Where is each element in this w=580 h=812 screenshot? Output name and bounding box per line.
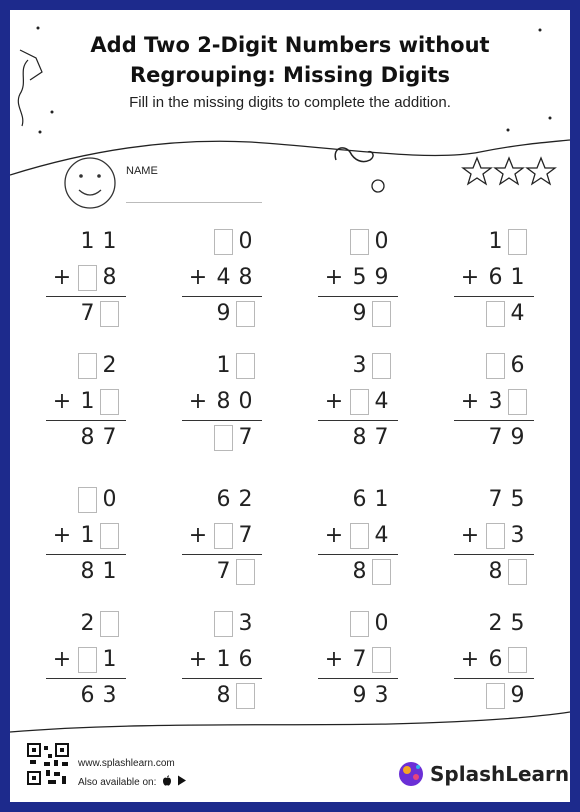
available-on-text xyxy=(78,775,187,788)
star-dot xyxy=(507,129,510,132)
sum-row xyxy=(312,558,396,586)
footer-wave-line xyxy=(10,712,570,732)
addend-top xyxy=(40,610,124,638)
wave-line xyxy=(10,140,570,175)
sum-line xyxy=(46,420,126,421)
digit: 7 xyxy=(374,425,389,450)
addend-top xyxy=(176,486,260,514)
addend-bottom xyxy=(176,264,260,292)
addend-top xyxy=(448,486,532,514)
worksheet-title xyxy=(10,30,570,90)
star-rating-icon xyxy=(527,158,555,184)
smiley-eye-icon xyxy=(79,174,83,178)
addend-top xyxy=(40,228,124,256)
digit: 8 xyxy=(238,265,253,290)
addend-bottom xyxy=(312,388,396,416)
missing-digit-box[interactable] xyxy=(214,523,233,549)
addend-bottom xyxy=(448,264,532,292)
addend-top xyxy=(312,228,396,256)
sum-line xyxy=(182,296,262,297)
sum-line xyxy=(182,554,262,555)
digit: 1 xyxy=(488,229,503,254)
missing-digit-box[interactable] xyxy=(78,353,97,379)
plus-sign: + xyxy=(460,647,480,672)
addition-problem xyxy=(176,610,260,706)
digit: 4 xyxy=(374,389,389,414)
star-dot xyxy=(549,117,552,120)
sum-line xyxy=(318,420,398,421)
digit: 3 xyxy=(510,523,525,548)
sum-row xyxy=(40,300,124,328)
plus-sign: + xyxy=(188,265,208,290)
digit: 3 xyxy=(102,683,117,708)
digit: 6 xyxy=(238,647,253,672)
addition-problem xyxy=(312,352,396,448)
addend-top xyxy=(176,352,260,380)
star-dot xyxy=(39,131,42,134)
plus-sign: + xyxy=(52,523,72,548)
sum-line xyxy=(454,296,534,297)
missing-digit-box[interactable] xyxy=(350,611,369,637)
digit: 6 xyxy=(80,683,95,708)
title-line: Regrouping: Missing Digits xyxy=(129,63,451,87)
name-label: NAME xyxy=(126,165,158,177)
sum-row xyxy=(448,424,532,452)
addend-bottom xyxy=(176,646,260,674)
addend-bottom xyxy=(176,522,260,550)
addition-problem xyxy=(448,228,532,324)
addend-top xyxy=(40,486,124,514)
missing-digit-box[interactable] xyxy=(236,353,255,379)
missing-digit-box[interactable] xyxy=(78,265,97,291)
sum-row xyxy=(312,424,396,452)
name-input-line[interactable] xyxy=(126,202,262,203)
digit: 6 xyxy=(510,353,525,378)
digit: 5 xyxy=(352,265,367,290)
missing-digit-box[interactable] xyxy=(372,353,391,379)
digit: 1 xyxy=(216,353,231,378)
missing-digit-box[interactable] xyxy=(486,523,505,549)
sum-line xyxy=(454,678,534,679)
digit: 0 xyxy=(238,229,253,254)
digit: 0 xyxy=(374,611,389,636)
digit: 7 xyxy=(488,425,503,450)
sum-row xyxy=(312,682,396,710)
digit: 7 xyxy=(238,523,253,548)
addition-problem xyxy=(176,228,260,324)
plus-sign: + xyxy=(188,523,208,548)
sum-line xyxy=(46,678,126,679)
website-link[interactable]: www.splashlearn.com xyxy=(78,758,175,769)
digit: 8 xyxy=(80,559,95,584)
star-rating-icon xyxy=(495,158,523,184)
addition-problem xyxy=(312,486,396,582)
digit: 9 xyxy=(352,301,367,326)
digit: 3 xyxy=(488,389,503,414)
small-planet-icon xyxy=(372,180,384,192)
addend-top xyxy=(312,486,396,514)
digit: 1 xyxy=(216,647,231,672)
missing-digit-box[interactable] xyxy=(350,389,369,415)
missing-digit-box[interactable] xyxy=(236,559,255,585)
addend-bottom xyxy=(448,522,532,550)
addition-problem xyxy=(40,610,124,706)
missing-digit-box[interactable] xyxy=(100,611,119,637)
sum-row xyxy=(448,682,532,710)
missing-digit-box[interactable] xyxy=(100,389,119,415)
digit: 3 xyxy=(374,683,389,708)
addend-top xyxy=(312,610,396,638)
digit: 7 xyxy=(238,425,253,450)
addend-bottom xyxy=(40,646,124,674)
splashlearn-logo-icon xyxy=(396,758,426,788)
digit: 0 xyxy=(102,487,117,512)
plus-sign: + xyxy=(324,389,344,414)
addend-top xyxy=(448,228,532,256)
missing-digit-box[interactable] xyxy=(236,683,255,709)
play-store-icon[interactable] xyxy=(177,775,187,786)
digit: 7 xyxy=(216,559,231,584)
sum-row xyxy=(40,424,124,452)
digit: 6 xyxy=(352,487,367,512)
digit: 8 xyxy=(352,559,367,584)
addend-bottom xyxy=(448,388,532,416)
digit: 8 xyxy=(488,559,503,584)
missing-digit-box[interactable] xyxy=(214,611,233,637)
digit: 9 xyxy=(352,683,367,708)
plus-sign: + xyxy=(52,389,72,414)
digit: 1 xyxy=(510,265,525,290)
missing-digit-box[interactable] xyxy=(508,389,527,415)
digit: 1 xyxy=(102,647,117,672)
sum-row xyxy=(448,558,532,586)
instructions-text: Fill in the missing digits to complete the addition. xyxy=(129,94,451,111)
sum-row xyxy=(176,300,260,328)
digit: 7 xyxy=(352,647,367,672)
digit: 1 xyxy=(80,229,95,254)
addition-problem xyxy=(448,352,532,448)
sum-line xyxy=(182,420,262,421)
title-line: Add Two 2-Digit Numbers without xyxy=(90,33,490,57)
sum-row xyxy=(312,300,396,328)
missing-digit-box[interactable] xyxy=(508,647,527,673)
digit: 1 xyxy=(80,523,95,548)
missing-digit-box[interactable] xyxy=(236,301,255,327)
addend-top xyxy=(312,352,396,380)
digit: 2 xyxy=(80,611,95,636)
digit: 2 xyxy=(238,487,253,512)
addend-top xyxy=(448,352,532,380)
sum-line xyxy=(46,296,126,297)
plus-sign: + xyxy=(460,523,480,548)
missing-digit-box[interactable] xyxy=(508,559,527,585)
digit: 1 xyxy=(102,229,117,254)
missing-digit-box[interactable] xyxy=(486,301,505,327)
addend-top xyxy=(448,610,532,638)
missing-digit-box[interactable] xyxy=(78,487,97,513)
digit: 0 xyxy=(374,229,389,254)
digit: 9 xyxy=(510,683,525,708)
addition-problem xyxy=(40,228,124,324)
sum-line xyxy=(46,554,126,555)
qr-code-icon xyxy=(26,742,70,786)
sum-row xyxy=(176,424,260,452)
sum-row xyxy=(176,682,260,710)
addition-problem xyxy=(312,610,396,706)
sum-line xyxy=(318,554,398,555)
addend-bottom xyxy=(40,522,124,550)
addend-bottom xyxy=(40,264,124,292)
missing-digit-box[interactable] xyxy=(78,647,97,673)
sum-row xyxy=(40,558,124,586)
sum-row xyxy=(40,682,124,710)
star-rating-icon xyxy=(463,158,491,184)
digit: 4 xyxy=(374,523,389,548)
addend-bottom xyxy=(448,646,532,674)
missing-digit-box[interactable] xyxy=(372,647,391,673)
addend-bottom xyxy=(312,522,396,550)
digit: 5 xyxy=(510,487,525,512)
missing-digit-box[interactable] xyxy=(350,229,369,255)
digit: 9 xyxy=(374,265,389,290)
digit: 2 xyxy=(488,611,503,636)
digit: 6 xyxy=(488,265,503,290)
sum-row xyxy=(176,558,260,586)
digit: 1 xyxy=(102,559,117,584)
missing-digit-box[interactable] xyxy=(372,559,391,585)
missing-digit-box[interactable] xyxy=(486,683,505,709)
plus-sign: + xyxy=(324,647,344,672)
addition-problem xyxy=(176,352,260,448)
addend-top xyxy=(40,352,124,380)
addition-problem xyxy=(40,486,124,582)
addend-bottom xyxy=(312,646,396,674)
missing-digit-box[interactable] xyxy=(350,523,369,549)
digit: 1 xyxy=(80,389,95,414)
digit: 7 xyxy=(488,487,503,512)
worksheet-page xyxy=(10,10,570,802)
digit: 0 xyxy=(238,389,253,414)
digit: 3 xyxy=(238,611,253,636)
addition-problem xyxy=(176,486,260,582)
digit: 8 xyxy=(216,683,231,708)
plus-sign: + xyxy=(460,265,480,290)
missing-digit-box[interactable] xyxy=(100,301,119,327)
missing-digit-box[interactable] xyxy=(214,229,233,255)
addition-problem xyxy=(448,610,532,706)
digit: 7 xyxy=(102,425,117,450)
addition-problem xyxy=(448,486,532,582)
sum-line xyxy=(182,678,262,679)
brand-name: SplashLearn xyxy=(430,762,570,786)
missing-digit-box[interactable] xyxy=(372,301,391,327)
apple-store-icon[interactable] xyxy=(162,775,172,786)
digit: 9 xyxy=(510,425,525,450)
smiley-eye-icon xyxy=(97,174,101,178)
plus-sign: + xyxy=(188,647,208,672)
digit: 4 xyxy=(216,265,231,290)
plus-sign: + xyxy=(460,389,480,414)
missing-digit-box[interactable] xyxy=(100,523,119,549)
digit: 2 xyxy=(102,353,117,378)
digit: 8 xyxy=(102,265,117,290)
addend-top xyxy=(176,610,260,638)
digit: 7 xyxy=(80,301,95,326)
smiley-face-icon xyxy=(65,158,115,208)
digit: 5 xyxy=(510,611,525,636)
addition-problem xyxy=(40,352,124,448)
missing-digit-box[interactable] xyxy=(486,353,505,379)
sum-line xyxy=(318,296,398,297)
plus-sign: + xyxy=(188,389,208,414)
digit: 6 xyxy=(216,487,231,512)
addend-bottom xyxy=(40,388,124,416)
sum-line xyxy=(454,420,534,421)
plus-sign: + xyxy=(324,523,344,548)
smiley-mouth-icon xyxy=(79,190,101,195)
digit: 8 xyxy=(352,425,367,450)
missing-digit-box[interactable] xyxy=(508,229,527,255)
addend-top xyxy=(176,228,260,256)
addend-bottom xyxy=(176,388,260,416)
digit: 8 xyxy=(80,425,95,450)
plus-sign: + xyxy=(324,265,344,290)
available-label: Also available on: xyxy=(78,777,157,788)
digit: 6 xyxy=(488,647,503,672)
plus-sign: + xyxy=(52,647,72,672)
sum-line xyxy=(318,678,398,679)
digit: 8 xyxy=(216,389,231,414)
digit: 3 xyxy=(352,353,367,378)
missing-digit-box[interactable] xyxy=(214,425,233,451)
digit: 1 xyxy=(374,487,389,512)
addend-bottom xyxy=(312,264,396,292)
digit: 9 xyxy=(216,301,231,326)
addition-problem xyxy=(312,228,396,324)
sum-line xyxy=(454,554,534,555)
digit: 4 xyxy=(510,301,525,326)
plus-sign: + xyxy=(52,265,72,290)
sum-row xyxy=(448,300,532,328)
